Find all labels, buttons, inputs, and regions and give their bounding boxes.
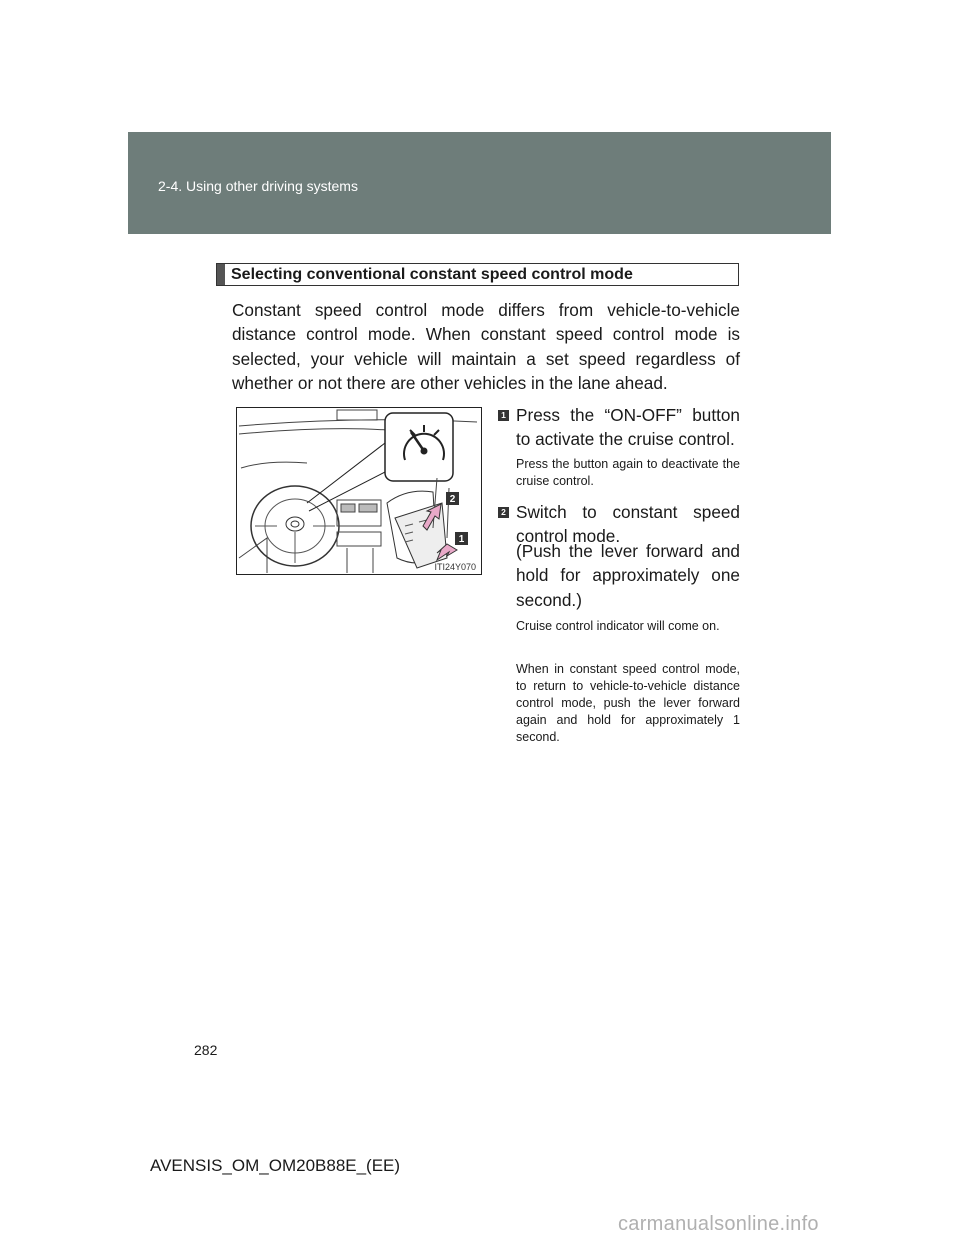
subsection-title: Selecting conventional constant speed control mode [231, 266, 633, 283]
dashboard-drawing [237, 408, 481, 574]
step-2-text-detail: (Push the lever forward and hold for approximately one second.) [516, 541, 740, 610]
header-band [128, 132, 831, 234]
title-accent-bar [217, 264, 225, 285]
watermark: carmanualsonline.info [618, 1213, 819, 1235]
section-title: 2-4. Using other driving systems [158, 178, 358, 194]
page-number: 282 [194, 1042, 218, 1058]
step-badge-1: 1 [498, 410, 509, 421]
callout-2: 2 [449, 494, 456, 505]
step-2-text: Switch to constant speed control mode. [516, 502, 740, 547]
step-1-text: Press the “ON-OFF” button to activate the cruise control. [516, 405, 740, 450]
intro-paragraph: Constant speed control mode differs from vehicle-to-vehicle distance control mode. When constant speed control mode is selected, your vehicle will maintain a set speed regardless of whether or not there are other vehicles in the lane ahead. [232, 300, 740, 393]
dashboard-illustration [236, 407, 482, 575]
step-2-note-1: Cruise control indicator will come on. [516, 619, 720, 633]
callout-1: 1 [458, 534, 465, 545]
step-2-note-2: When in constant speed control mode, to return to vehicle-to-vehicle distance control mode, push the lever forward again and hold for approximately 1 second. [516, 662, 740, 744]
step-badge-2: 2 [498, 507, 509, 518]
figure-code: ITI24Y070 [434, 562, 476, 572]
step-1-note: Press the button again to deactivate the cruise control. [516, 457, 740, 488]
document-id: AVENSIS_OM_OM20B88E_(EE) [150, 1156, 401, 1175]
subsection-title-box [216, 263, 739, 286]
